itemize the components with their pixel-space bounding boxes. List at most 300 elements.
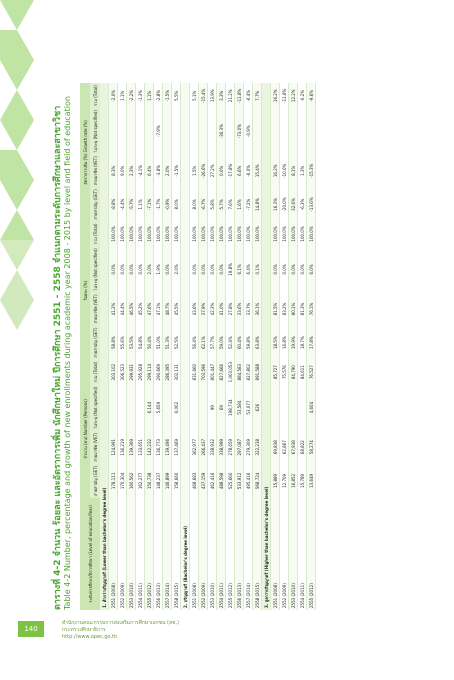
table-title-thai: ตารางที่ 4-2 จำนวน ร้อยละ และอัตราการเพิ่ม นักศึกษาใหม่ ปีการศึกษา 2551 - 2558 จำแนกตามระดับการศึกษาและสาขาวิชา [53, 105, 63, 610]
table-cell [208, 108, 217, 154]
table-cell: 59.8% [244, 326, 253, 360]
table-cell: 0.0% [127, 246, 136, 292]
table-cell: 50.4% [145, 326, 154, 360]
table-cell: 136,219 [118, 431, 127, 464]
table-cell: 100.0% [136, 222, 145, 247]
table-row [289, 83, 298, 610]
table-row [280, 83, 289, 610]
table-cell: 84,611 [298, 360, 307, 385]
table-cell: -17.8% [226, 154, 235, 187]
table-cell: 6.4% [244, 246, 253, 292]
table-cell: -9.6% [307, 83, 316, 108]
subcolumn-header: รวม (Total) [90, 222, 100, 247]
table-cell [226, 108, 235, 154]
table-row [217, 83, 226, 610]
subcolumn-header: สายสามัญ (GET) [90, 464, 100, 498]
subcolumn-header: สายสามัญ (GET) [90, 326, 100, 360]
table-cell: 1.1% [145, 83, 154, 108]
table-cell: 58,274 [307, 431, 316, 464]
table-cell: 0.0% [217, 154, 226, 187]
table-cell: 7.7% [253, 83, 262, 108]
table-cell: 286,395 [163, 360, 172, 385]
table-cell: 1.3% [298, 154, 307, 187]
table-cell: 0.0% [136, 246, 145, 292]
table-cell: 33.6% [235, 292, 244, 325]
table-cell: 81.3% [298, 292, 307, 325]
table-cell: 16.3% [271, 187, 280, 221]
table-cell: 18.5% [271, 326, 280, 360]
table-cell: 36.1% [253, 292, 262, 325]
table-cell [136, 108, 145, 154]
table-cell: 27.2% [208, 154, 217, 187]
table-cell: -6.4% [244, 83, 253, 108]
table-cell: 100.0% [118, 222, 127, 247]
table-title-english: Table 4-2 Number, percentage and growth of new enrollments during academic year 2008 - 2015 by level and field of education [63, 96, 72, 610]
table-cell: 76,527 [307, 360, 316, 385]
table-cell: 68,822 [298, 431, 307, 464]
row-year-cell: 2551 (2008) [109, 498, 118, 610]
table-row [235, 83, 244, 610]
table-cell: 16.2% [271, 83, 280, 108]
table-cell: 8.0% [172, 187, 181, 221]
subcolumn-header: ไม่ระบุ (Not specified) [90, 385, 100, 431]
subcolumn-header: สายอาชีพ (VET) [90, 292, 100, 325]
row-year-cell: 2555 (2012) [226, 498, 235, 610]
table-cell: -1.5% [163, 83, 172, 108]
table-cell: 303,102 [109, 360, 118, 385]
enrollment-table [80, 83, 316, 610]
table-cell: 45.5% [172, 292, 181, 325]
table-cell: 8.3% [109, 154, 118, 187]
section-label: 2. ปริญญาตรี (Bachelor's degree level) [181, 83, 190, 610]
table-row [136, 83, 145, 610]
table-cell: 15.4% [253, 154, 262, 187]
subcolumn-header: ไม่ระบุ (Not specified) [90, 108, 100, 154]
table-cell: 468,683 [190, 464, 199, 498]
subcolumn-header: รวม (Total) [90, 360, 100, 385]
table-cell: 100.0% [199, 222, 208, 247]
table-cell [118, 385, 127, 431]
row-year-cell: 2557 (2014) [244, 498, 253, 610]
row-year-cell: 2556 (2013) [154, 498, 163, 610]
table-cell: -13.6% [307, 187, 316, 221]
table-cell: 1.1% [118, 83, 127, 108]
table-cell: 0.0% [118, 246, 127, 292]
table-cell: -0.9% [163, 187, 172, 221]
table-cell: 54.8% [136, 326, 145, 360]
table-cell: 13.9% [208, 83, 217, 108]
table-cell: 100.0% [145, 222, 154, 247]
table-cell: 158,660 [172, 464, 181, 498]
table-cell [199, 385, 208, 431]
table-cell: 170,304 [118, 464, 127, 498]
subcolumn-header: สายอาชีพ (VET) [90, 431, 100, 464]
table-cell: 6.4% [145, 154, 154, 187]
table-cell: 56.4% [190, 326, 199, 360]
table-cell: 100.0% [172, 222, 181, 247]
table-cell: 124,991 [109, 431, 118, 464]
table-cell: 142,232 [145, 431, 154, 464]
table-cell: 16,852 [289, 464, 298, 498]
table-cell: 2.0% [172, 246, 181, 292]
group-header-number: จำนวน (คน) Number (Persons) [80, 360, 90, 498]
table-cell: -2.0% [109, 83, 118, 108]
table-cell: -20.0% [280, 187, 289, 221]
table-cell: 58.8% [109, 326, 118, 360]
table-cell: 63.8% [253, 326, 262, 360]
table-cell: 322,238 [253, 431, 262, 464]
table-cell: 198,734 [226, 385, 235, 431]
table-cell: 827,666 [217, 360, 226, 385]
table-cell: 53,077 [244, 385, 253, 431]
table-cell: 100.0% [154, 222, 163, 247]
table-row [118, 83, 127, 610]
table-row [208, 83, 217, 610]
table-cell: 279,309 [244, 431, 253, 464]
group-header-growth: อัตราการเพิ่ม (%) Growth rate (%) [80, 83, 90, 221]
table-cell: -11.8% [235, 83, 244, 108]
table-row [127, 83, 136, 610]
table-cell: -1.3% [136, 83, 145, 108]
table-cell: 53,584 [235, 385, 244, 431]
table-cell: 568,724 [253, 464, 262, 498]
table-cell: 8.1% [289, 154, 298, 187]
section-row [262, 83, 271, 610]
table-cell: 0.0% [199, 246, 208, 292]
table-cell [280, 385, 289, 431]
table-cell: 100.0% [235, 222, 244, 247]
table-cell: 6.0% [307, 246, 316, 292]
table-row [307, 83, 316, 610]
table-cell: 0.0% [190, 246, 199, 292]
table-cell: 8.0% [190, 187, 199, 221]
table-cell: 0.0% [208, 246, 217, 292]
table-cell: 297,087 [235, 431, 244, 464]
table-cell: 16.8% [280, 326, 289, 360]
table-cell: 67,938 [289, 431, 298, 464]
table-cell: 41.2% [109, 292, 118, 325]
table-cell [289, 385, 298, 431]
row-year-cell: 2553 (2010) [289, 498, 298, 610]
table-cell: 0.0% [280, 246, 289, 292]
table-cell: 9.0% [118, 154, 127, 187]
table-cell: 100.0% [163, 222, 172, 247]
table-cell: 12,709 [280, 464, 289, 498]
table-cell [127, 385, 136, 431]
table-cell: 85,727 [271, 360, 280, 385]
table-cell: 290,669 [154, 360, 163, 385]
table-row [109, 83, 118, 610]
table-cell: 52.4% [226, 326, 235, 360]
table-cell: 16.2% [271, 154, 280, 187]
row-year-cell: 2552 (2009) [118, 498, 127, 610]
table-cell: 100.0% [298, 222, 307, 247]
table-cell [280, 108, 289, 154]
table-cell: 13,649 [307, 464, 316, 498]
section-label: 1. ต่ำกว่าปริญญาตรี (Lower than bachelor's degree level) [100, 83, 109, 610]
table-cell: 45.2% [136, 292, 145, 325]
table-cell: 52.5% [172, 326, 181, 360]
footer-line-ministry: กระทรวงศึกษาธิการ [62, 627, 106, 633]
row-year-cell: 2557 (2014) [163, 498, 172, 610]
table-cell [172, 108, 181, 154]
table-cell: 295,928 [136, 360, 145, 385]
table-row [199, 83, 208, 610]
table-cell: 51.0% [154, 326, 163, 360]
row-year-cell: 2558 (2015) [172, 498, 181, 610]
table-cell: 41.0% [217, 292, 226, 325]
table-cell: -5.7% [127, 187, 136, 221]
table-cell: 37.9% [199, 292, 208, 325]
table-cell: 495,416 [244, 464, 253, 498]
table-cell: 55.6% [118, 326, 127, 360]
table-cell: 42.3% [208, 292, 217, 325]
table-cell: 6.6% [235, 154, 244, 187]
table-cell: 2.3% [127, 154, 136, 187]
table-cell: 338,999 [217, 431, 226, 464]
table-cell: 299,114 [145, 360, 154, 385]
table-cell: 278,659 [226, 431, 235, 464]
table-cell: 75,576 [280, 360, 289, 385]
table-cell: -2.2% [127, 83, 136, 108]
table-cell: -3.8% [154, 154, 163, 187]
row-year-cell: 2555 (2012) [145, 498, 154, 610]
table-cell: -0.2% [298, 83, 307, 108]
table-cell: 100.0% [280, 222, 289, 247]
table-cell: -10.0% [280, 154, 289, 187]
table-cell: 100.0% [271, 222, 280, 247]
table-cell: 626 [253, 385, 262, 431]
table-cell: 146,899 [163, 464, 172, 498]
table-cell: -4.1% [136, 154, 145, 187]
table-cell: -6.3% [298, 187, 307, 221]
table-cell: 362,977 [190, 431, 199, 464]
table-row [244, 83, 253, 610]
table-cell: 266,437 [199, 431, 208, 464]
table-cell: 17.8% [307, 326, 316, 360]
table-cell: 525,660 [226, 464, 235, 498]
table-cell: 0.0% [109, 246, 118, 292]
table-body [100, 83, 316, 610]
subcolumn-header: ไม่ระบุ (Not specified) [90, 246, 100, 292]
table-cell: 5,659 [154, 385, 163, 431]
table-cell: 150,738 [145, 464, 154, 498]
table-cell: 139,369 [127, 431, 136, 464]
table-cell: -7.1% [145, 187, 154, 221]
table-cell [136, 385, 145, 431]
table-cell: 299,931 [127, 360, 136, 385]
table-cell: 100.0% [217, 222, 226, 247]
section-row [100, 83, 109, 610]
table-cell: -15.3% [307, 154, 316, 187]
table-cell: -7.9% [154, 108, 163, 154]
footer-line-org: สำนักงานคณะกรรมการส่งเสริมการศึกษาเอกชน (สช.) [62, 620, 179, 626]
table-row [145, 83, 154, 610]
table-cell: 1.5% [190, 154, 199, 187]
table-cell: 100.0% [244, 222, 253, 247]
table-cell: 1.1% [136, 187, 145, 221]
table-cell: 69 [217, 385, 226, 431]
table-cell: 831,660 [190, 360, 199, 385]
table-cell: 15,889 [271, 464, 280, 498]
row-year-cell: 2552 (2009) [199, 498, 208, 610]
table-cell: 162,277 [136, 464, 145, 498]
row-year-cell: 2555 (2012) [307, 498, 316, 610]
table-cell [190, 385, 199, 431]
table-cell: 2.0% [163, 154, 172, 187]
table-cell: 47.6% [145, 292, 154, 325]
table-cell: 32.6% [289, 187, 298, 221]
table-cell: 100.0% [253, 222, 262, 247]
subcolumn-header: รวม (Total) [90, 83, 100, 108]
table-cell: 6.1% [235, 246, 244, 292]
table-cell: 100.0% [109, 222, 118, 247]
table-cell: 83.2% [280, 292, 289, 325]
subcolumn-header: สายอาชีพ (VET) [90, 154, 100, 187]
rotated-table-page [46, 32, 454, 612]
group-header-percent: ร้อยละ (%) [80, 222, 90, 360]
table-cell: 48.7% [163, 292, 172, 325]
table-cell: 100.0% [208, 222, 217, 247]
row-year-cell: 2551 (2008) [190, 498, 199, 610]
table-cell: 3.3% [217, 83, 226, 108]
table-cell: 12.2% [289, 83, 298, 108]
table-cell: 47.1% [154, 292, 163, 325]
table-cell: -11.8% [280, 83, 289, 108]
table-cell [307, 108, 316, 154]
table-cell: 178,111 [109, 464, 118, 498]
row-year-cell: 2551 (2008) [271, 498, 280, 610]
table-cell: 33.7% [244, 292, 253, 325]
table-cell [253, 108, 262, 154]
table-cell: 14.8% [253, 187, 262, 221]
table-row [190, 83, 199, 610]
table-cell: 44.4% [118, 292, 127, 325]
table-cell: 7.6% [226, 187, 235, 221]
section-label: 3. สูงกว่าปริญญาตรี (Higher than bachelor's degree level) [262, 83, 271, 610]
table-cell: 19.8% [226, 246, 235, 292]
table-cell: 148,237 [154, 464, 163, 498]
table-cell [298, 385, 307, 431]
table-cell: 139,496 [163, 431, 172, 464]
table-cell: -6.0% [244, 154, 253, 187]
table-cell: 100.0% [226, 222, 235, 247]
table-cell: 43.6% [190, 292, 199, 325]
row-year-cell: 2553 (2010) [208, 498, 217, 610]
table-cell: 703,596 [199, 360, 208, 385]
table-cell: 62,867 [280, 431, 289, 464]
table-cell: 62.1% [199, 326, 208, 360]
table-cell: 437,159 [199, 464, 208, 498]
table-cell: 136,773 [154, 431, 163, 464]
table-cell [289, 108, 298, 154]
table-cell: -15.4% [199, 83, 208, 108]
table-row [172, 83, 181, 610]
table-cell [109, 108, 118, 154]
table-cell: 0.0% [271, 246, 280, 292]
table-cell: 100.0% [307, 222, 316, 247]
table-cell: 59.0% [217, 326, 226, 360]
table-cell: -7.2% [244, 187, 253, 221]
table-cell: 5.1% [190, 83, 199, 108]
table-cell: 160,562 [127, 464, 136, 498]
table-cell: 0.0% [289, 246, 298, 292]
table-cell: 84,790 [289, 360, 298, 385]
table-cell [127, 108, 136, 154]
table-cell: -2.8% [154, 83, 163, 108]
table-header-groups [80, 83, 90, 610]
section-row [181, 83, 190, 610]
table-cell: 137,469 [172, 431, 181, 464]
row-year-cell: 2553 (2010) [127, 498, 136, 610]
table-cell [271, 108, 280, 154]
table-cell: 18.7% [298, 326, 307, 360]
table-cell: 21.2% [226, 83, 235, 108]
table-cell: 302,131 [172, 360, 181, 385]
page-number: 140 [18, 621, 44, 637]
table-cell: 533,912 [235, 464, 244, 498]
row-year-cell: 2554 (2011) [298, 498, 307, 610]
table-cell: -8.8% [109, 187, 118, 221]
table-cell: 76.1% [307, 292, 316, 325]
table-cell: -73.0% [235, 108, 244, 154]
table-cell: 99 [208, 385, 217, 431]
table-cell [109, 385, 118, 431]
table-cell: 60.4% [235, 326, 244, 360]
table-cell: 81.5% [271, 292, 280, 325]
footer-publisher [62, 620, 179, 641]
table-cell: 100.0% [127, 222, 136, 247]
table-cell: 5.5% [172, 83, 181, 108]
table-cell: 2.0% [145, 246, 154, 292]
table-cell: 338,932 [208, 431, 217, 464]
row-year-cell: 2554 (2011) [136, 498, 145, 610]
footer-line-url: http://www.opec.go.th [62, 634, 118, 640]
table-cell: -26.6% [199, 154, 208, 187]
table-cell: 100.0% [289, 222, 298, 247]
subcolumn-header: สายสามัญ (GET) [90, 187, 100, 221]
table-cell: 0.1% [253, 246, 262, 292]
row-year-cell: 2558 (2015) [253, 498, 262, 610]
table-cell: 801,447 [208, 360, 217, 385]
table-cell: 5.7% [217, 187, 226, 221]
table-cell: 100.0% [190, 222, 199, 247]
table-cell: 80.1% [289, 292, 298, 325]
table-cell: 27.8% [226, 292, 235, 325]
table-cell [118, 108, 127, 154]
table-cell: 1,003,053 [226, 360, 235, 385]
table-cell [199, 108, 208, 154]
table-cell: 0.0% [217, 246, 226, 292]
table-cell: -6.7% [199, 187, 208, 221]
table-cell: 53.5% [127, 326, 136, 360]
table-cell: 19.9% [289, 326, 298, 360]
table-cell: 462,416 [208, 464, 217, 498]
table-cell: 46.5% [127, 292, 136, 325]
table-cell [271, 385, 280, 431]
table-cell: 5.8% [208, 187, 217, 221]
table-cell [190, 108, 199, 154]
table-cell: 0.0% [163, 246, 172, 292]
table-row [154, 83, 163, 610]
table-cell: 488,598 [217, 464, 226, 498]
table-cell: -4.4% [118, 187, 127, 221]
row-year-cell: 2554 (2011) [217, 498, 226, 610]
table-cell: 1.9% [154, 246, 163, 292]
table-cell: 6,144 [145, 385, 154, 431]
decorative-triangle-pattern [0, 0, 34, 680]
table-cell: 4,604 [307, 385, 316, 431]
